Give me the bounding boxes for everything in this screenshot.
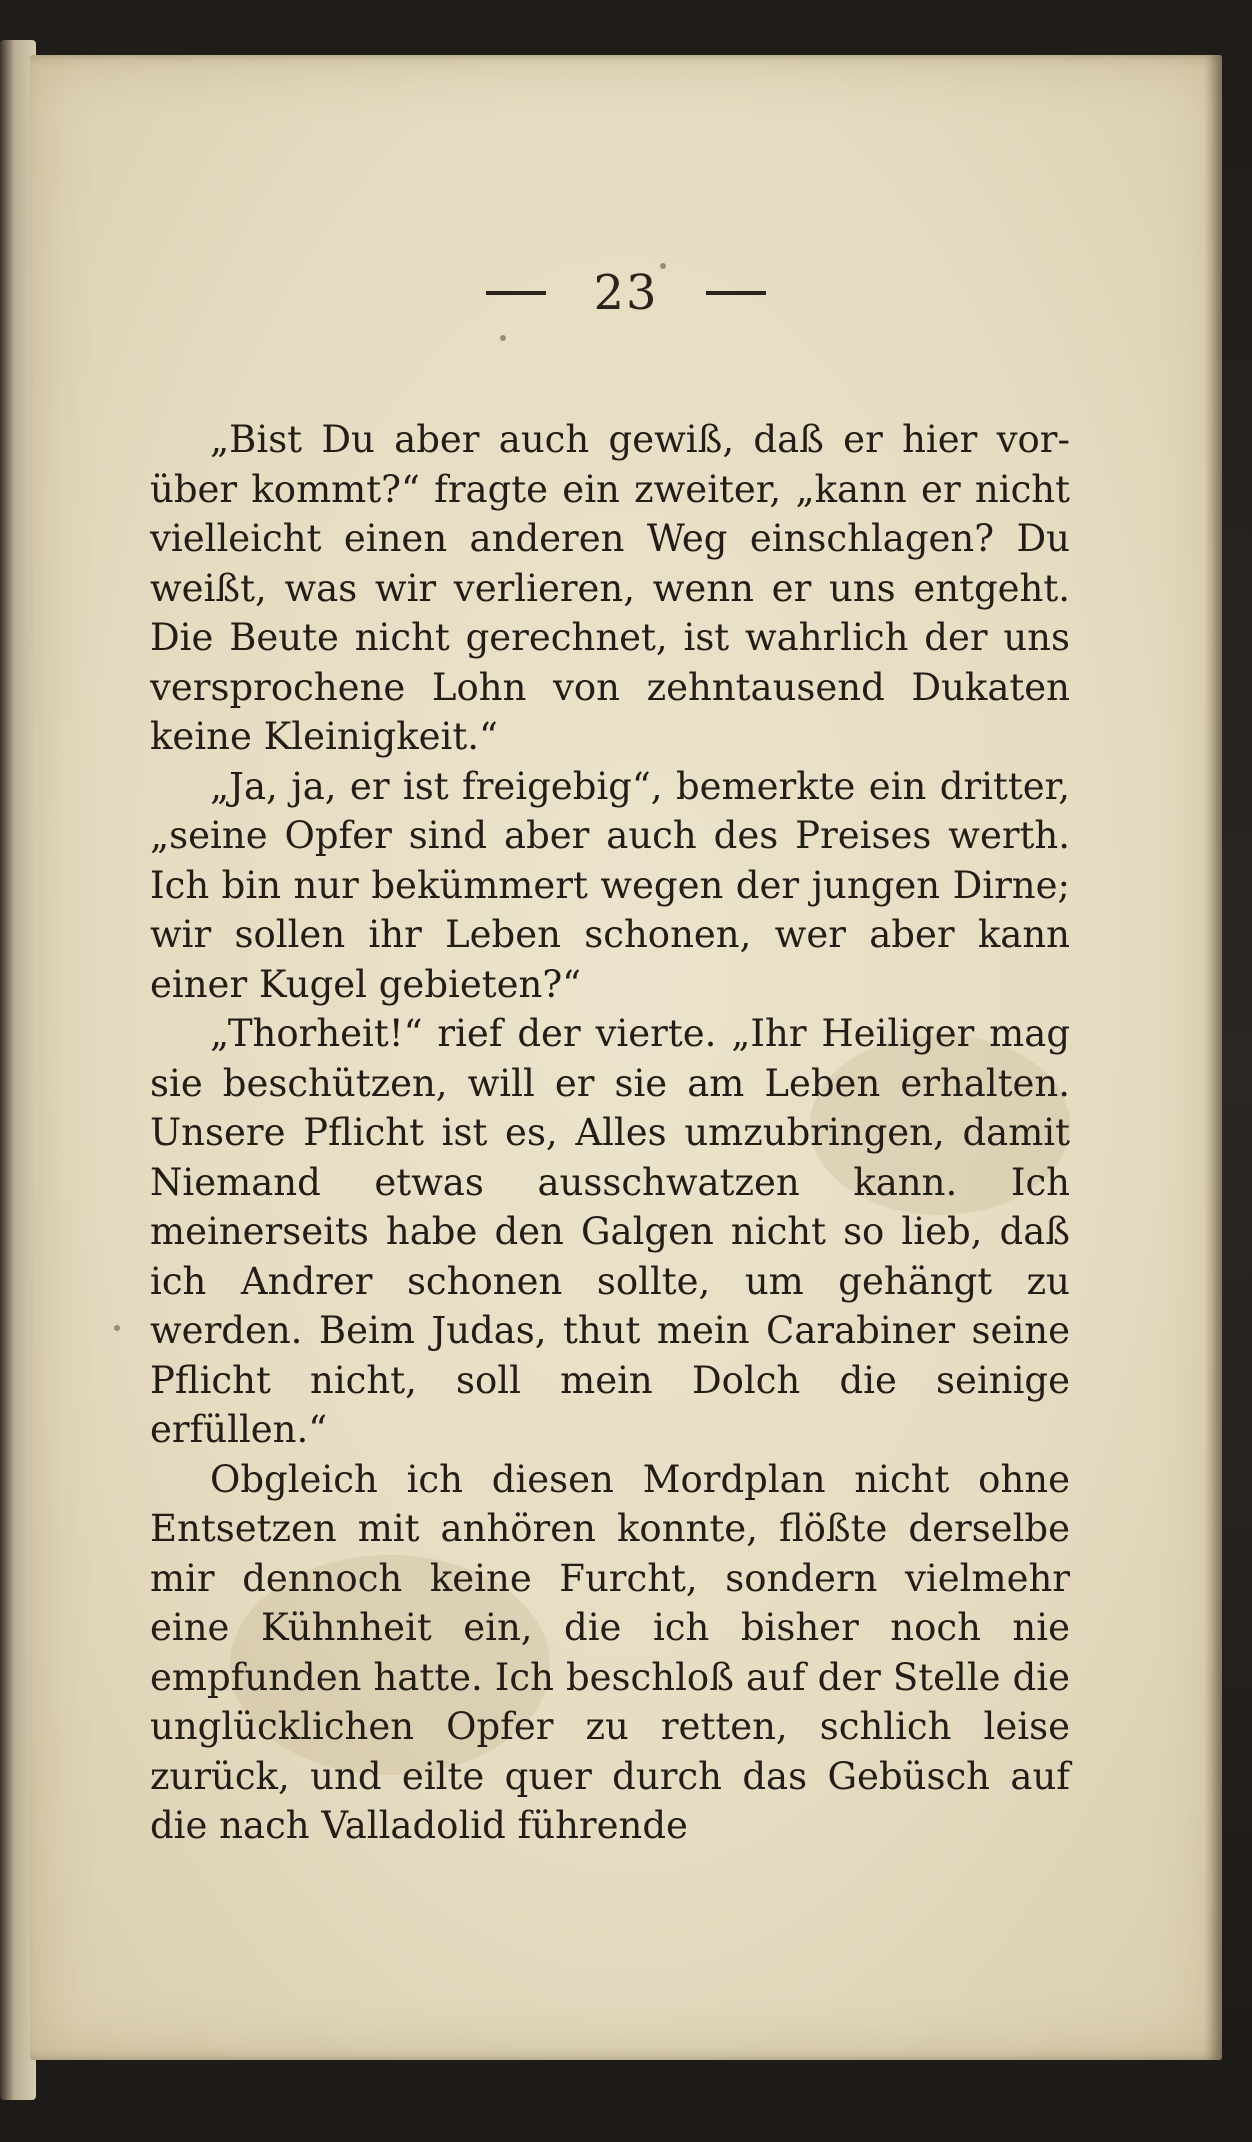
book-page: [30, 55, 1222, 2060]
paragraph-3: „Thorheit!“ rief der vierte. „Ihr Heiliger mag sie beschützen, will er sie am Leben erhalten. Unsere Pflicht ist es, Alles umzubringen, damit Niemand etwas ausschwatzen kann. Ich meinerseits habe den Galgen nicht so lieb, daß ich Andrer schonen sollte, um gehängt zu werden. Beim Judas, thut mein Carabiner seine Pflicht nicht, soll mein Dolch die seinige erfüllen.“: [150, 1012, 1070, 1451]
body-text: [150, 415, 1070, 1851]
paragraph-1: „Bist Du aber auch gewiß, daß er hier vor-über kommt?“ fragte ein zweiter, „kann er nicht vielleicht einen anderen Weg einschlagen? Du weißt, was wir verlieren, wenn er uns entgeht. Die Beute nicht gerechnet, ist wahrlich der uns versprochene Lohn von zehntausend Dukaten keine Kleinigkeit.“: [150, 418, 1070, 758]
header-left-rule: [486, 291, 546, 295]
foxing-spot: [500, 335, 506, 341]
page-edge-shadow: [1204, 55, 1222, 2060]
paragraph-4: Obgleich ich diesen Mordplan nicht ohne Entsetzen mit anhören konnte, flößte derselbe mir dennoch keine Furcht, sondern vielmehr eine Kühnheit ein, die ich bisher noch nie empfunden hatte. Ich beschloß auf der Stelle die unglücklichen Opfer zu retten, schlich leise zurück, und eilte quer durch das Gebüsch auf die nach Valladolid führende: [150, 1457, 1070, 1847]
foxing-spot: [114, 1325, 120, 1331]
header-right-rule: [706, 291, 766, 295]
paragraph-2: „Ja, ja, er ist freigebig“, bemerkte ein dritter, „seine Opfer sind aber auch des Preises werth. Ich bin nur bekümmert wegen der jungen Dirne; wir sollen ihr Leben schonen, wer aber kann einer Kugel gebieten?“: [150, 764, 1070, 1006]
page-number: 23: [593, 265, 659, 321]
page-header: [30, 265, 1222, 321]
